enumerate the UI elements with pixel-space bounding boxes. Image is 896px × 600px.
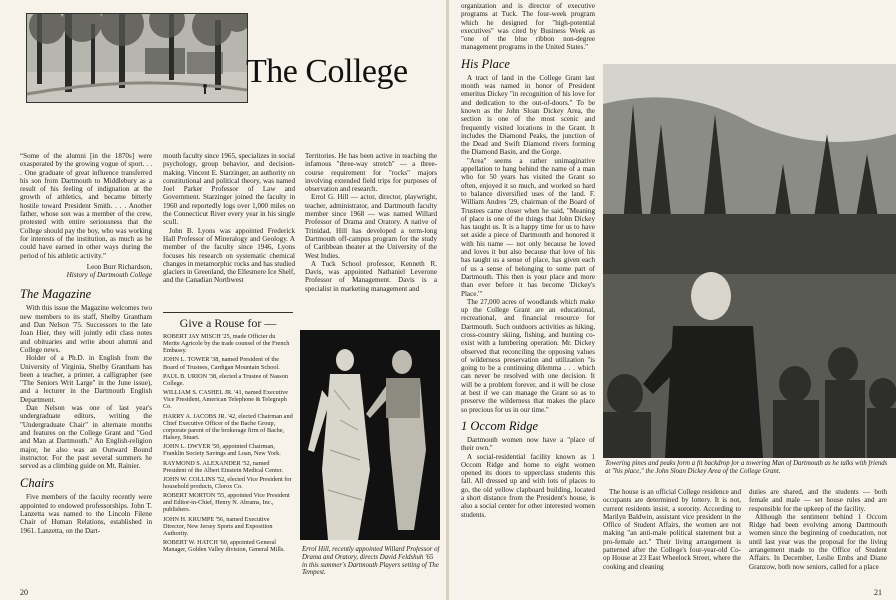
tempest-photo-caption: Errol Hill, recently appointed Willard Professor of Drama and Oratory, directs David Feldshuh '65 in this summer's Dartmouth Players setting of The Tempest.	[302, 546, 440, 577]
body-para: John B. Lyons was appointed Frederick Hall Professor of Mineralogy and Geology. A member of the faculty since 1946, Lyons focuses his research on systematic chemical changes in metamorphic rocks and has studied glaciers in Greenland, the Ellesmere Ice Shelf, and the Canadian Northwest	[163, 226, 295, 285]
his-place-para: "Area" seems a rather unimaginative appellation to hang behind the name of a man who for 50 years has visited the Grant so often, enjoyed it so much, and worked so hard to balance diversified uses of the land. F. William Andres '29, chairman of the Board of Trustees came closer when he said, "Meaning of place is one of the things that John Dickey has taught us. It is a happy time for us to have set aside a piece of Dartmouth and honored it with his name — not only because he loved and loves it but also because that love of his has taught us a sense of place, has given each of us a sense of belonging to some part of Dartmouth. This then is your place and more than ever before it has become 'Dickey's Place.'"	[461, 156, 595, 298]
rouse-item: WILLIAM S. CASHEL JR. '41, named Executive Vice President, American Telephone & Telegraph Co.	[163, 389, 289, 411]
left-column-2-top	[163, 152, 295, 307]
rouse-item: JOHN L. TOWER '38, named President of the Board of Trustees, Cardigan Mountain School.	[163, 356, 280, 371]
rouse-item: RAYMOND S. ALEXANDER '52, named President of the Albert Einstein Medical Center.	[163, 459, 283, 474]
dickey-area-photo	[603, 64, 896, 458]
magazine-para: Holder of a Ph.D. in English from the University of Virginia, Shelby Grantham has been a teacher, a printer, a calligrapher (see "The Seniors Writ Large" in the June issue), and a lecturer in the Dartmouth English Department.	[20, 354, 152, 404]
body-para: mouth faculty since 1965, specializes in social psychology, group behavior, and decision-making. Vincent E. Starzinger, an authority on constitutional and political theory, was named Joel Parker Professor of Law and Government. Starzinger joined the faculty in 1960 and reportedly logs over 1,000 miles on the Connecticut River every year in his single scull.	[163, 152, 295, 227]
rouse-item: JOHN L. DWYER '50, appointed Chairman, Franklin Society Savings and Loan, New York.	[163, 443, 281, 458]
rouse-item: ROBERT W. HATCH '60, appointed General Manager, Golden Valley division, General Mills.	[163, 539, 285, 554]
dickey-area-illustration	[603, 64, 896, 458]
right-column-1	[461, 2, 595, 594]
body-para: Although the sentiment behind 1 Occom Ridge had been evolving among Dartmouth women since the beginning of coeducation, not until last year was the proposal for the living arrangement made to the Office of Student Affairs. In December, Leslie Embs and Diane Granzow, both now seniors, called for a place	[749, 512, 887, 571]
his-place-para: A tract of land in the College Grant last month was named in honor of President emeritus Dickey "in recognition of his love for and dedication to the out-of-doors." To be known as the John Sloan Dickey Area, the section is one of the most scenic and frequently visited locations in the Grant. It includes the Diamond Peaks, the junction of the Dead and Swift Diamond rivers forming the Diamond Basin, and the Gorge.	[461, 73, 595, 157]
magazine-heading: The Magazine	[20, 287, 92, 302]
right-page	[449, 0, 896, 600]
rouse-item: JOHN H. KRUMPE '56, named Executive Director, New Jersey Sports and Exposition Authority.	[163, 515, 273, 537]
right-column-3-bottom	[749, 488, 887, 588]
rouse-heading: Give a Rouse for —	[179, 316, 277, 330]
body-para: Territories. He has been active in teaching the infamous "three-way stretch" — a three-course requirement for "rocks" majors involving extended field trips for purposes of observation and research.	[305, 152, 437, 194]
campus-trees-illustration	[27, 14, 247, 102]
section-title: The College	[246, 53, 408, 90]
left-column-1	[20, 152, 152, 592]
quote-source: History of Dartmouth College	[66, 271, 152, 280]
magazine-para: Dan Nelson was one of last year's undergraduate editors, writing the "Undergraduate Chair" in alternate months and features on the College Grant and "God and Man at Dartmouth." An English-religion major, he also was an Outward Bound instructor. For the past several summers he served as a climbing guide on Mt. Rainier.	[20, 404, 152, 471]
chairs-para: Five members of the faculty recently were appointed to endowed professorships. John T. Lanzetta was named to the Lincoln Filene Chair of Human Relations, established in 1961. Lanzetta, on the Dart-	[20, 493, 152, 535]
tempest-rehearsal-illustration	[300, 330, 440, 540]
occom-para: Dartmouth women now have a "place of their own."	[461, 435, 595, 453]
page-number-right: 21	[874, 588, 882, 597]
rouse-item: ROBERT JAY MISCH '25, made Officier du Merite Agricole by the trade counsel of the French Embassy.	[163, 333, 290, 355]
his-place-para: The 27,000 acres of woodlands which make up the College Grant are an educational, recreational, and financial resource for Dartmouth. Such outdoors activities as hiking, cross-country skiing, fishing, and hunting co-exist with a lumbering operation. Mr. Dickey observed that reconciling the opposing values of wilderness preservation and utilization "is going to be a continuing dilemma . . . which can never be resolved with one decision. It will be a problem forever, and it will be close at best if we can manage the Grant so as to preserve the wilderness that makes the place so precious for us in our time."	[461, 297, 595, 414]
body-para: Errol G. Hill — actor, director, playwright, teacher, administrator, and Dartmouth faculty member since 1968 — was named Willard Professor of Drama and Oratory. A native of Trinidad, Hill has developed a term-long Dartmouth off-campus program for the study of Caribbean theater at the University of the West Indies.	[305, 193, 437, 260]
rouse-item: PAUL B. URION '38, elected a Trustee of Nasson College.	[163, 372, 288, 387]
body-para: The house is an official College residence and occupants are determined by lottery. It is not, current residents insist, a sorority. According to Marilyn Baldwin, assistant vice president in the Office of Student Affairs, the women are not making "an anti-male political statement but a pro-female act." Their living arrangement is patterned after the College's four-year-old Co-op House at 23 East Wheelock Street, where the cooking and cleaning	[603, 488, 741, 571]
body-para: A Tuck School professor, Kenneth R. Davis, was appointed Nathaniel Leverone Professor of Management. Davis is a specialist in marketing management and	[305, 259, 437, 293]
quote-text: “Some of the alumni [in the 1870s] were exasperated by the growing vogue of sport. . . . One graduate of great influence transferred his son from Dartmouth to Middlebury as a result of his feeling of indignation at the growth of athletics, and became bitterly hostile toward President Smith. . . . Another father, whose son was a member of the crew, protested with entire seriousness that the College should pay the boy, who was working for interests of the institution, as much as he could have earned in other ways during the period of his athletic activity.”	[20, 152, 152, 260]
chairs-heading: Chairs	[20, 476, 55, 491]
rouse-item: ROBERT MORTON '55, appointed Vice President and Editor-in-Chief, Henry N. Abrams, Inc., publishers.	[163, 492, 290, 514]
left-page	[0, 0, 447, 600]
occom-para: A social-residential facility known as 1 Occom Ridge and home to eight women opened its doors to upperclass students this fall. All dressed up and with lots of places to go, the old yellow clapboard building, located a short distance from the President's house, is also a social center for other interested women students.	[461, 452, 595, 519]
tempest-rehearsal-photo	[300, 330, 440, 540]
rouse-item: HARRY A. JACOBS JR. '42, elected Chairman and Chief Executive Officer of the Bache Group, corporate parent of the brokerage firm of Bache, Halsey, Stuart.	[163, 412, 293, 442]
dickey-photo-caption: Towering pines and peaks form a fit backdrop for a towering Man of Dartmouth as he talks with friends at "his place," the John Sloan Dickey Area of the College Grant.	[605, 460, 888, 475]
history-quote	[20, 152, 152, 260]
body-para: duties are shared, and the students — both female and male — set house rules and are responsible for the upkeep of the facility.	[749, 488, 887, 513]
right-column-2-bottom	[603, 488, 741, 594]
campus-trees-photo	[26, 13, 248, 103]
left-column-3-top	[305, 152, 437, 307]
page-number-left: 20	[20, 588, 28, 597]
give-a-rouse-box	[163, 312, 293, 597]
magazine-para: With this issue the Magazine welcomes two new members to its staff, Shelby Grantham and Dan Nelson '75. Successors to the late Joan Hier, they will jointly edit class notes and obituaries and write about alumni and College news.	[20, 304, 152, 354]
quote-author: Leon Burr Richardson,	[86, 262, 152, 271]
occom-ridge-heading: 1 Occom Ridge	[461, 418, 539, 433]
rouse-item: JOHN W. COLLINS '52, elected Vice President for household products, Clorox Co.	[163, 475, 292, 490]
his-place-heading: His Place	[461, 56, 510, 71]
body-para: organization and is director of executive programs at Tuck. The four-week program which he designed for "high-potential executives" was cited by Business Week as "one of the blue ribbon non-degree management programs in the United States."	[461, 2, 595, 52]
